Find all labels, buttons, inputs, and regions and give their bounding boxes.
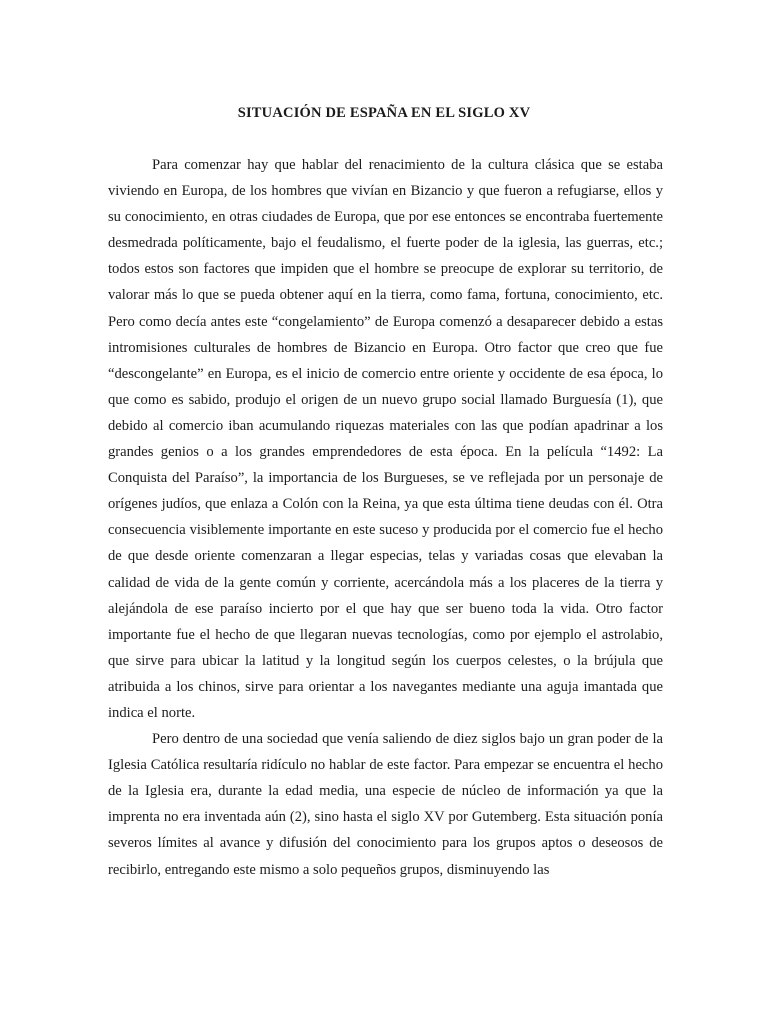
- paragraph-1: Para comenzar hay que hablar del renacimiento de la cultura clásica que se estaba viviendo en Europa, de los hombres que vivían en Bizancio y que fueron a refugiarse, ellos y su conocimiento, en otras ciudades de Europa, que por ese entonces se encontraba fuertemente desmedrada políticamente, bajo el feudalismo, el fuerte poder de la iglesia, las guerras, etc.; todos estos son factores que impiden que el hombre se preocupe de explorar su territorio, de valorar más lo que se pueda obtener aquí en la tierra, como fama, fortuna, conocimiento, etc. Pero como decía antes este “congelamiento” de Europa comenzó a desaparecer debido a estas intromisiones culturales de hombres de Bizancio en Europa. Otro factor que creo que fue “descongelante” en Europa, es el inicio de comercio entre oriente y occidente de esa época, lo que como es sabido, produjo el origen de un nuevo grupo social llamado Burguesía (1), que debido al comercio iban acumulando riquezas materiales con las que podían apadrinar a los grandes genios o a los grandes emprendedores de esta época. En la película “1492: La Conquista del Paraíso”, la importancia de los Burgueses, se ve reflejada por un personaje de orígenes judíos, que enlaza a Colón con la Reina, ya que esta última tiene deudas con él. Otra consecuencia visiblemente importante en este suceso y producida por el comercio fue el hecho de que desde oriente comenzaran a llegar especias, telas y variadas cosas que elevaban la calidad de vida de la gente común y corriente, acercándola más a los placeres de la tierra y alejándola de ese paraíso incierto por el que hay que ser bueno toda la vida. Otro factor importante fue el hecho de que llegaran nuevas tecnologías, como por ejemplo el astrolabio, que sirve para ubicar la latitud y la longitud según los cuerpos celestes, o la brújula que atribuida a los chinos, sirve para orientar a los navegantes mediante una aguja imantada que indica el norte.: [108, 157, 663, 721]
- document-body: [108, 152, 663, 883]
- document-title: SITUACIÓN DE ESPAÑA EN EL SIGLO XV: [237, 105, 531, 121]
- paragraph-2: Pero dentro de una sociedad que venía saliendo de diez siglos bajo un gran poder de la Iglesia Católica resultaría ridículo no hablar de este factor. Para empezar se encuentra el hecho de la Iglesia era, durante la edad media, una especie de núcleo de información ya que la imprenta no era inventada aún (2), sino hasta el siglo XV por Gutemberg. Esta situación ponía severos límites al avance y difusión del conocimiento para los grupos aptos o deseosos de recibirlo, entregando este mismo a solo pequeños grupos, disminuyendo las: [108, 731, 663, 878]
